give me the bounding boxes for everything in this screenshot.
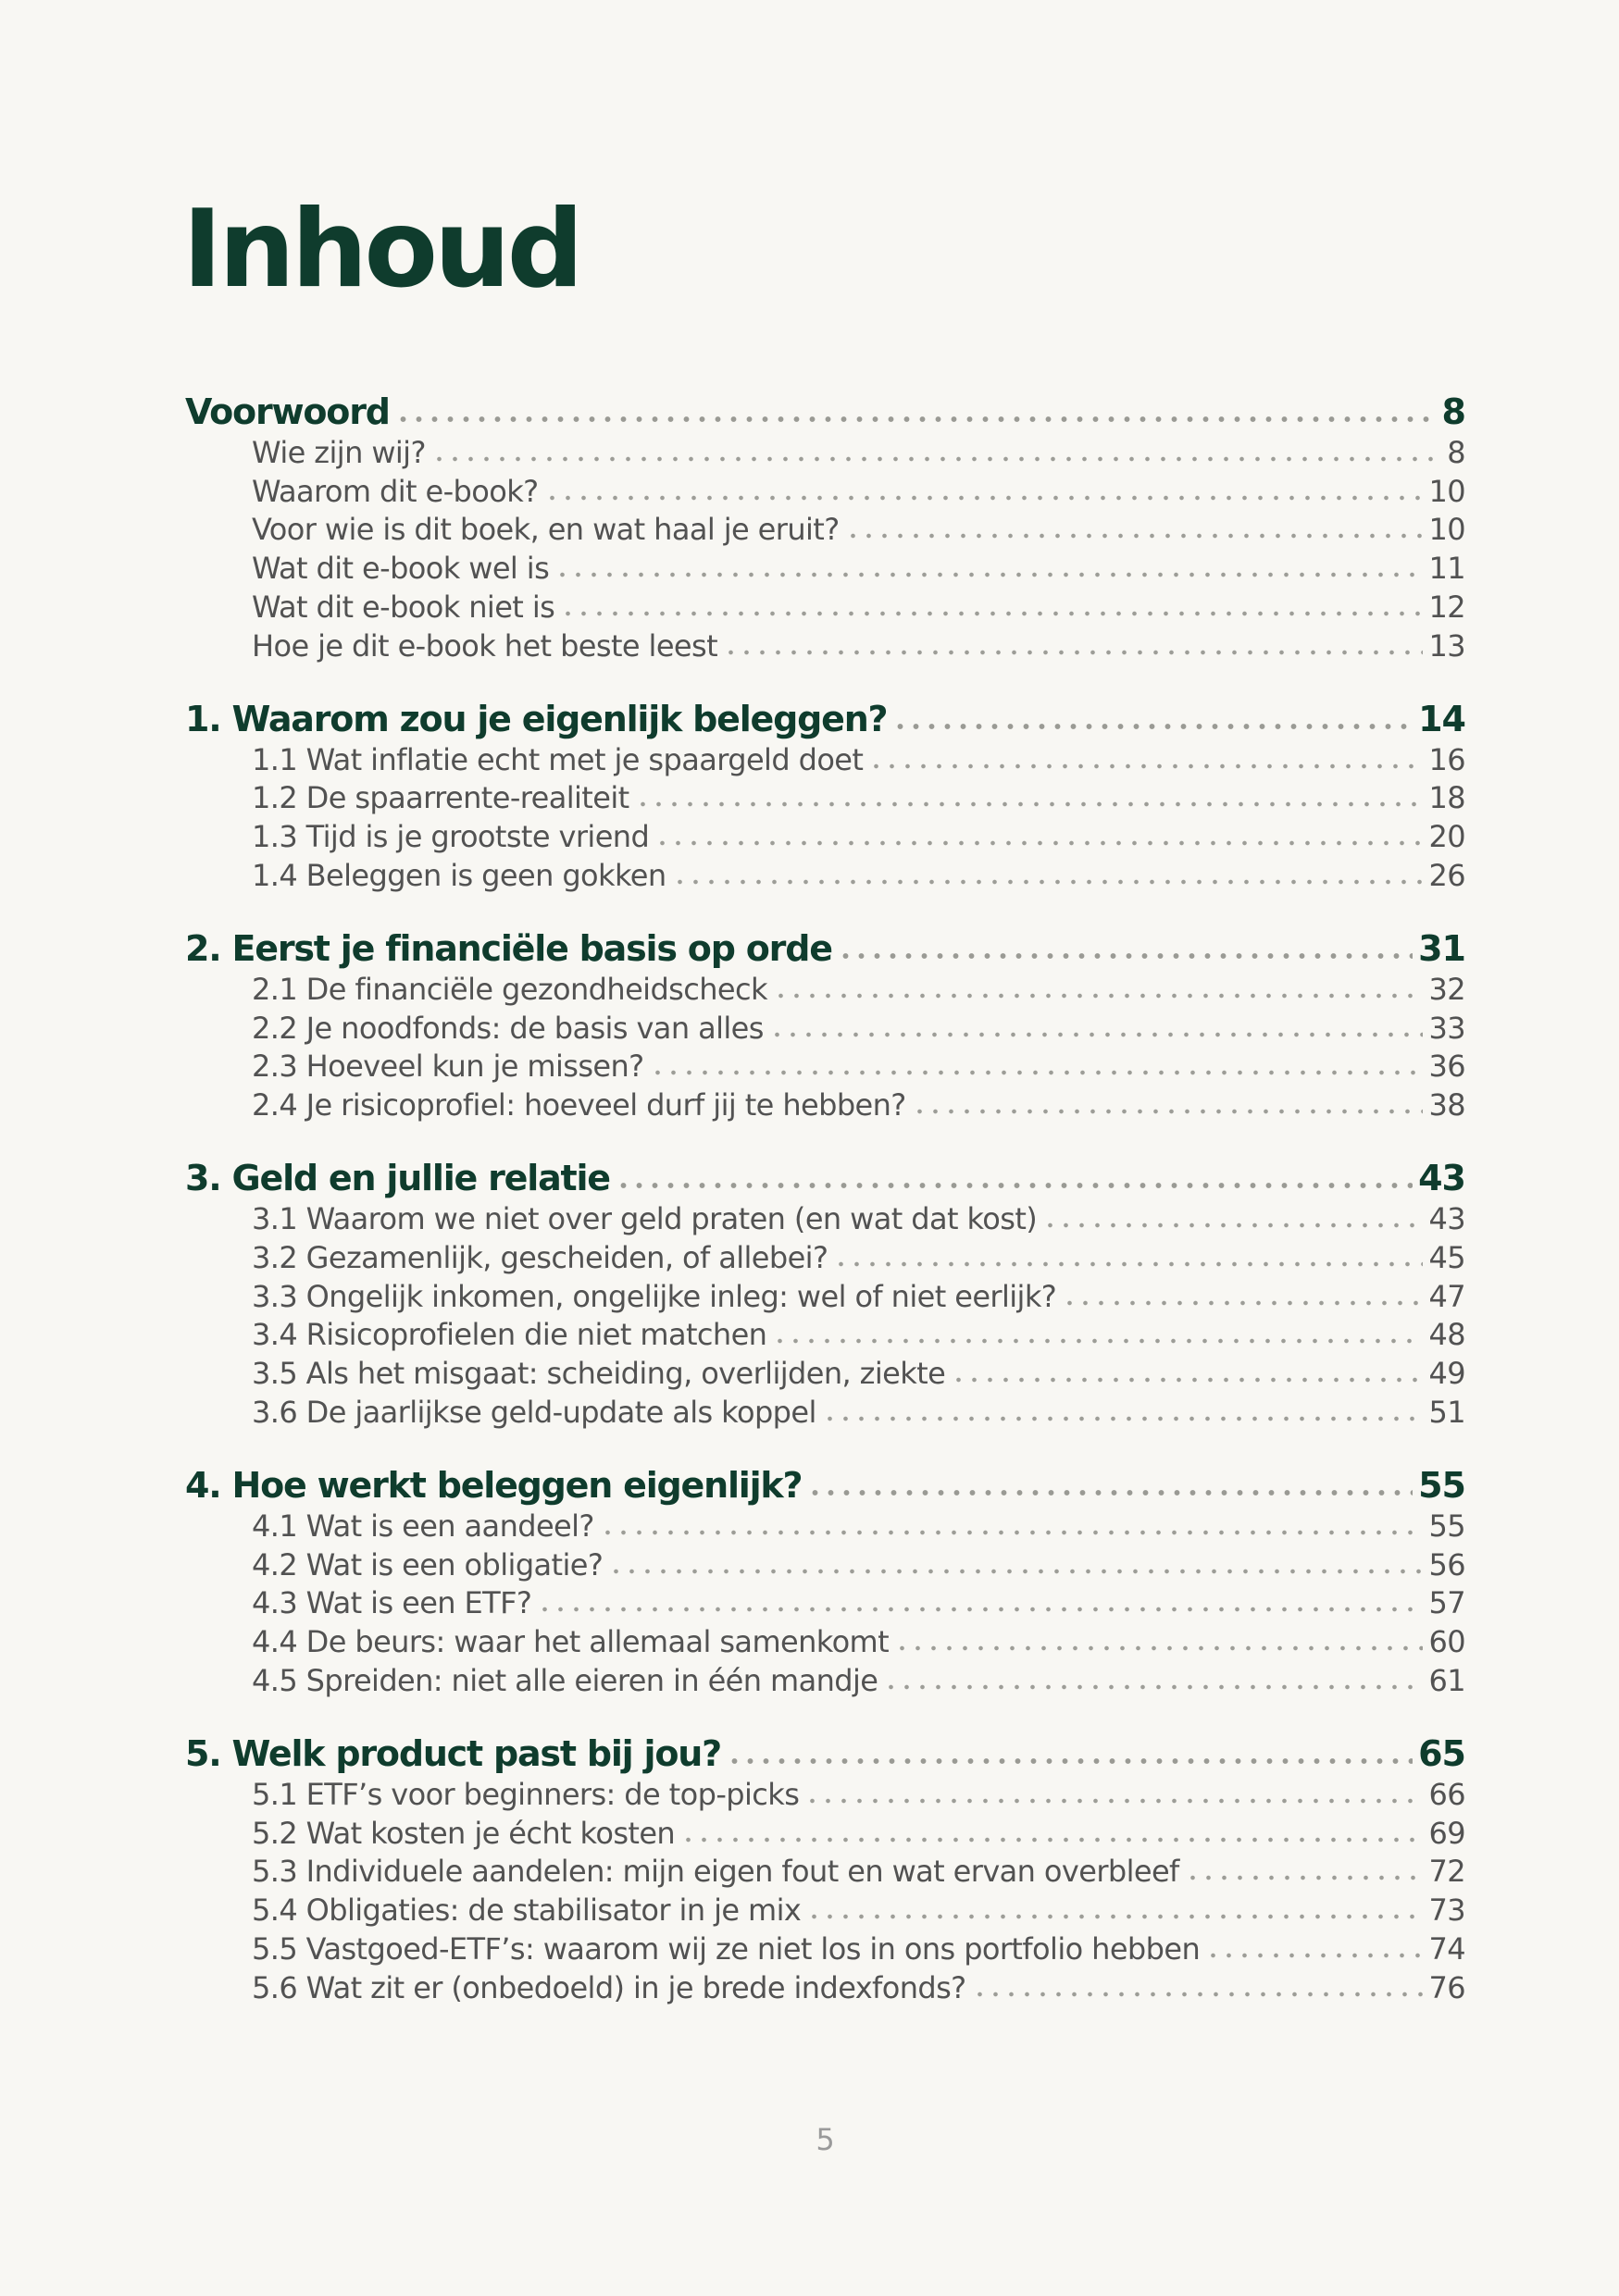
dot-leader xyxy=(772,1336,1423,1346)
toc-chapter-entry[interactable] xyxy=(185,1464,1465,1507)
toc-subsection-entry[interactable] xyxy=(185,1393,1465,1432)
toc-chapter-entry[interactable] xyxy=(185,1732,1465,1775)
toc-subsection-entry[interactable] xyxy=(185,740,1465,779)
toc-subsection-entry-page-number: 13 xyxy=(1428,627,1465,664)
toc-section xyxy=(185,1157,1465,1432)
toc-subsection-entry[interactable] xyxy=(185,1316,1465,1355)
dot-leader xyxy=(1185,1873,1424,1882)
toc-subsection-entry[interactable] xyxy=(185,1238,1465,1277)
toc-subsection-entry[interactable] xyxy=(185,856,1465,895)
toc-subsection-entry[interactable] xyxy=(185,549,1465,588)
toc-subsection-entry-title: Hoe je dit e-book het beste leest xyxy=(252,627,718,664)
toc-subsection-entry-title: Wie zijn wij? xyxy=(252,434,426,470)
toc-subsection-entry-page-number: 47 xyxy=(1428,1278,1465,1314)
toc-subsection-entry-page-number: 76 xyxy=(1428,1969,1465,2005)
toc-subsection-entry[interactable] xyxy=(185,1507,1465,1545)
toc-subsection-entry-page-number: 51 xyxy=(1428,1395,1465,1431)
toc-section xyxy=(185,1732,1465,2007)
toc-chapter-entry-title: Voorwoord xyxy=(185,391,390,432)
toc-subsection-entry[interactable] xyxy=(185,1814,1465,1853)
toc-section xyxy=(185,1464,1465,1700)
dot-leader xyxy=(650,1068,1424,1077)
dot-leader xyxy=(608,1567,1423,1576)
toc-subsection-entry-title: 5.5 Vastgoed-ETF’s: waarom wij ze niet los in ons portfolio hebben xyxy=(252,1931,1201,1967)
dot-leader xyxy=(672,877,1424,887)
toc-subsection-entry-page-number: 73 xyxy=(1428,1893,1465,1929)
dot-leader xyxy=(723,648,1423,657)
toc-subsection-entry[interactable] xyxy=(185,1968,1465,2007)
toc-subsection-entry[interactable] xyxy=(185,1622,1465,1661)
toc-subsection-entry-page-number: 32 xyxy=(1428,971,1465,1007)
toc-subsection-entry-page-number: 74 xyxy=(1428,1931,1465,1967)
toc-subsection-entry-page-number: 49 xyxy=(1428,1356,1465,1392)
dot-leader xyxy=(544,493,1424,503)
toc-chapter-entry-page-number: 65 xyxy=(1418,1732,1465,1774)
toc-subsection-entry[interactable] xyxy=(185,1891,1465,1930)
toc-subsection-entry[interactable] xyxy=(185,1853,1465,1892)
toc-subsection-entry-page-number: 18 xyxy=(1428,780,1465,816)
toc-subsection-entry-title: 3.6 De jaarlijkse geld-update als koppel xyxy=(252,1395,816,1431)
dot-leader xyxy=(892,722,1413,731)
toc-subsection-entry-page-number: 38 xyxy=(1428,1087,1465,1123)
toc-subsection-entry-page-number: 45 xyxy=(1428,1239,1465,1275)
dot-leader xyxy=(838,951,1413,961)
toc-subsection-entry[interactable] xyxy=(185,472,1465,511)
dot-leader xyxy=(951,1375,1423,1384)
toc-subsection-entry[interactable] xyxy=(185,1009,1465,1048)
toc-subsection-entry[interactable] xyxy=(185,1584,1465,1623)
dot-leader xyxy=(654,838,1423,848)
dot-leader xyxy=(833,1260,1423,1269)
toc-subsection-entry-title: 4.2 Wat is een obligatie? xyxy=(252,1546,604,1582)
toc-chapter-entry-page-number: 8 xyxy=(1441,391,1465,432)
dot-leader xyxy=(554,570,1423,579)
dot-leader xyxy=(804,1796,1423,1806)
toc-subsection-entry[interactable] xyxy=(185,588,1465,627)
toc-subsection-entry-title: 3.1 Waarom we niet over geld praten (en wat dat kost) xyxy=(252,1201,1038,1237)
dot-leader xyxy=(883,1682,1423,1692)
toc-subsection-entry-title: 1.4 Beleggen is geen gokken xyxy=(252,858,666,894)
toc-section xyxy=(185,391,1465,665)
toc-chapter-entry-title: 4. Hoe werkt beleggen eigenlijk? xyxy=(185,1464,803,1506)
toc-chapter-entry-title: 1. Waarom zou je eigenlijk beleggen? xyxy=(185,698,888,739)
dot-leader xyxy=(1062,1298,1423,1308)
dot-leader xyxy=(972,1990,1424,1999)
toc-chapter-entry-title: 3. Geld en jullie relatie xyxy=(185,1158,610,1199)
toc-subsection-entry[interactable] xyxy=(185,1199,1465,1238)
toc-subsection-entry-title: 5.6 Wat zit er (onbedoeld) in je brede indexfonds? xyxy=(252,1969,966,2005)
toc-subsection-entry-title: 4.4 De beurs: waar het allemaal samenkomt xyxy=(252,1624,890,1660)
dot-leader xyxy=(1042,1221,1423,1230)
toc-subsection-entry-page-number: 69 xyxy=(1428,1815,1465,1851)
toc-chapter-entry[interactable] xyxy=(185,1157,1465,1199)
toc-subsection-entry-title: 3.4 Risicoprofielen die niet matchen xyxy=(252,1317,767,1353)
toc-subsection-entry[interactable] xyxy=(185,1661,1465,1700)
toc-chapter-entry-page-number: 31 xyxy=(1418,927,1465,969)
toc-subsection-entry[interactable] xyxy=(185,1277,1465,1316)
toc-subsection-entry-page-number: 10 xyxy=(1428,512,1465,548)
toc-subsection-entry-page-number: 43 xyxy=(1428,1201,1465,1237)
toc-subsection-entry[interactable] xyxy=(185,627,1465,665)
toc-subsection-entry[interactable] xyxy=(185,433,1465,472)
toc-subsection-entry-title: Wat dit e-book wel is xyxy=(252,551,550,587)
toc-subsection-entry-page-number: 11 xyxy=(1428,551,1465,587)
toc-subsection-entry-page-number: 60 xyxy=(1428,1624,1465,1660)
dot-leader xyxy=(845,531,1424,540)
toc-subsection-entry-title: 1.1 Wat inflatie echt met je spaargeld doet xyxy=(252,741,864,777)
toc-subsection-entry[interactable] xyxy=(185,1930,1465,1968)
toc-subsection-entry-page-number: 55 xyxy=(1428,1508,1465,1544)
toc-subsection-entry-title: 5.2 Wat kosten je écht kosten xyxy=(252,1815,676,1851)
dot-leader xyxy=(680,1835,1423,1844)
toc-subsection-entry-page-number: 33 xyxy=(1428,1010,1465,1046)
toc-subsection-entry-page-number: 26 xyxy=(1428,858,1465,894)
page-number: 5 xyxy=(816,2122,835,2157)
toc-chapter-entry-title: 5. Welk product past bij jou? xyxy=(185,1732,721,1774)
toc-subsection-entry[interactable] xyxy=(185,1354,1465,1393)
toc-subsection-entry-page-number: 16 xyxy=(1428,741,1465,777)
toc-subsection-entry[interactable] xyxy=(185,817,1465,856)
toc-subsection-entry-title: 2.4 Je risicoprofiel: hoeveel durf jij te hebben? xyxy=(252,1087,906,1123)
dot-leader xyxy=(806,1912,1423,1921)
table-of-contents xyxy=(185,391,1465,2040)
dot-leader xyxy=(807,1488,1413,1497)
dot-leader xyxy=(431,454,1441,464)
toc-subsection-entry-title: 3.3 Ongelijk inkomen, ongelijke inleg: wel of niet eerlijk? xyxy=(252,1278,1057,1314)
toc-subsection-entry-title: Voor wie is dit boek, en wat haal je eruit? xyxy=(252,512,840,548)
toc-chapter-entry-page-number: 14 xyxy=(1418,698,1465,739)
toc-section xyxy=(185,698,1465,895)
toc-subsection-entry-title: 1.2 De spaarrente-realiteit xyxy=(252,780,629,816)
toc-chapter-entry[interactable] xyxy=(185,698,1465,740)
toc-subsection-entry-title: Wat dit e-book niet is xyxy=(252,590,555,626)
toc-subsection-entry-title: 5.4 Obligaties: de stabilisator in je mix xyxy=(252,1893,802,1929)
toc-subsection-entry-page-number: 36 xyxy=(1428,1049,1465,1085)
dot-leader xyxy=(912,1107,1424,1116)
toc-chapter-entry[interactable] xyxy=(185,927,1465,970)
toc-subsection-entry-page-number: 12 xyxy=(1428,590,1465,626)
toc-subsection-entry-page-number: 61 xyxy=(1428,1663,1465,1699)
toc-subsection-entry[interactable] xyxy=(185,779,1465,818)
toc-subsection-entry-title: 3.2 Gezamenlijk, gescheiden, of allebei? xyxy=(252,1239,828,1275)
toc-subsection-entry-title: 4.1 Wat is een aandeel? xyxy=(252,1508,594,1544)
dot-leader xyxy=(560,609,1423,618)
dot-leader xyxy=(600,1528,1424,1537)
dot-leader xyxy=(537,1605,1423,1614)
toc-subsection-entry[interactable] xyxy=(185,511,1465,550)
dot-leader xyxy=(773,991,1424,1000)
dot-leader xyxy=(822,1414,1424,1423)
toc-subsection-entry-page-number: 66 xyxy=(1428,1776,1465,1812)
toc-subsection-entry-title: 1.3 Tijd is je grootste vriend xyxy=(252,819,650,855)
toc-subsection-entry-title: 4.3 Wat is een ETF? xyxy=(252,1585,532,1621)
toc-subsection-entry[interactable] xyxy=(185,970,1465,1009)
toc-subsection-entry[interactable] xyxy=(185,1775,1465,1814)
toc-subsection-entry-title: 4.5 Spreiden: niet alle eieren in één mandje xyxy=(252,1663,878,1699)
toc-subsection-entry-title: 3.5 Als het misgaat: scheiding, overlijden, ziekte xyxy=(252,1356,946,1392)
toc-subsection-entry-page-number: 57 xyxy=(1428,1585,1465,1621)
dot-leader xyxy=(395,415,1437,424)
dot-leader xyxy=(635,800,1424,809)
toc-subsection-entry[interactable] xyxy=(185,1086,1465,1124)
dot-leader xyxy=(769,1030,1424,1039)
toc-subsection-entry-title: Waarom dit e-book? xyxy=(252,473,539,509)
toc-subsection-entry[interactable] xyxy=(185,1048,1465,1086)
toc-subsection-entry-page-number: 56 xyxy=(1428,1546,1465,1582)
toc-subsection-entry-title: 5.3 Individuele aandelen: mijn eigen fout en wat ervan overbleef xyxy=(252,1854,1179,1890)
toc-chapter-entry[interactable] xyxy=(185,391,1465,433)
toc-subsection-entry-page-number: 8 xyxy=(1447,434,1465,470)
toc-subsection-entry-title: 5.1 ETF’s voor beginners: de top-picks xyxy=(252,1776,800,1812)
toc-chapter-entry-title: 2. Eerst je financiële basis op orde xyxy=(185,927,832,969)
toc-subsection-entry[interactable] xyxy=(185,1545,1465,1584)
dot-leader xyxy=(894,1644,1423,1653)
dot-leader xyxy=(868,762,1423,771)
toc-subsection-entry-page-number: 72 xyxy=(1428,1854,1465,1890)
dot-leader xyxy=(1205,1951,1423,1960)
toc-subsection-entry-title: 2.3 Hoeveel kun je missen? xyxy=(252,1049,644,1085)
toc-chapter-entry-page-number: 43 xyxy=(1418,1158,1465,1199)
toc-subsection-entry-page-number: 20 xyxy=(1428,819,1465,855)
toc-subsection-entry-title: 2.1 De financiële gezondheidscheck xyxy=(252,971,767,1007)
page-title: Inhoud xyxy=(182,187,580,312)
toc-section xyxy=(185,927,1465,1124)
toc-subsection-entry-title: 2.2 Je noodfonds: de basis van alles xyxy=(252,1010,764,1046)
dot-leader xyxy=(727,1756,1413,1766)
toc-chapter-entry-page-number: 55 xyxy=(1418,1464,1465,1506)
toc-subsection-entry-page-number: 10 xyxy=(1428,473,1465,509)
toc-subsection-entry-page-number: 48 xyxy=(1428,1317,1465,1353)
dot-leader xyxy=(616,1181,1413,1190)
